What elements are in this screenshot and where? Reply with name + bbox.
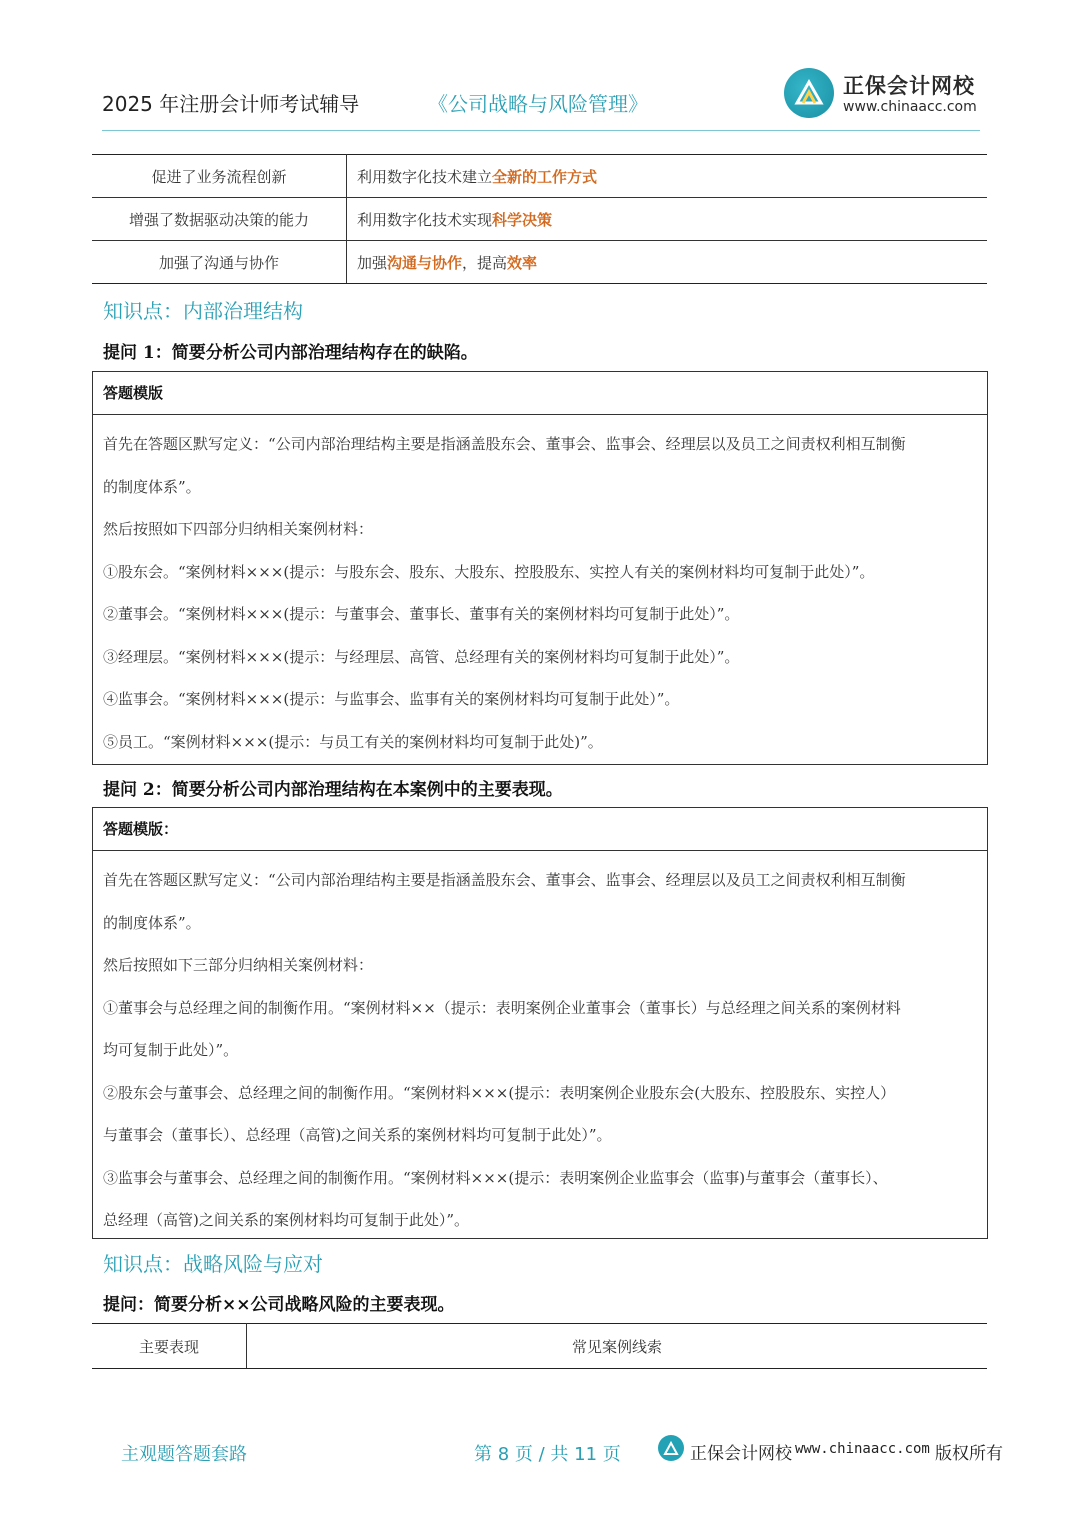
template-line: 与董事会（董事长）、总经理（高管)之间关系的案例材料均可复制于此处）”。 — [103, 1126, 612, 1144]
template-line: 首先在答题区默写定义：“公司内部治理结构主要是指涵盖股东会、董事会、监事会、经理层以及员工之间责权利相互制衡 — [103, 871, 906, 889]
course-title: 《公司战略与风险管理》 — [428, 92, 648, 116]
brand-url: www.chinaacc.com — [843, 99, 977, 115]
cell-text: 加强 — [357, 253, 388, 272]
answer-template-box-1 — [92, 371, 988, 765]
template-line: ③监事会与董事会、总经理之间的制衡作用。“案例材料×××(提示：表明案例企业监事会（监事)与董事会（董事长）、 — [103, 1168, 888, 1187]
highlight-text: 全新的工作方式 — [492, 167, 598, 186]
answer-template-box-2 — [92, 807, 988, 1239]
table-row — [92, 198, 987, 241]
footer-brand-url: www.chinaacc.com — [795, 1441, 930, 1457]
question-2: 提问 2：简要分析公司内部治理结构在本案例中的主要表现。 — [103, 780, 563, 800]
page-indicator: 第 8 页 / 共 11 页 — [474, 1444, 621, 1465]
highlight-text: 沟通与协作 — [387, 253, 463, 272]
footer-brand-name: 正保会计网校 — [690, 1444, 792, 1464]
column-header: 常见案例线索 — [247, 1324, 988, 1369]
table-cell: 增强了数据驱动决策的能力 — [92, 198, 347, 241]
table-cell — [347, 198, 988, 241]
template-line: ①股东会。“案例材料×××(提示：与股东会、股东、大股东、控股股东、实控人有关的案例材料均可复制于此处）”。 — [103, 562, 875, 581]
box-heading: 答题模版： — [93, 808, 987, 851]
template-line: ②董事会。“案例材料×××(提示：与董事会、董事长、董事有关的案例材料均可复制于此处）”。 — [103, 605, 740, 623]
template-line: 的制度体系”。 — [103, 477, 201, 496]
template-line: ③经理层。“案例材料×××(提示：与经理层、高管、总经理有关的案例材料均可复制于此处）”。 — [103, 647, 740, 666]
template-line: 首先在答题区默写定义：“公司内部治理结构主要是指涵盖股东会、董事会、监事会、经理层以及员工之间责权利相互制衡 — [103, 435, 906, 453]
box-body — [93, 851, 987, 1248]
section-title-governance: 知识点：内部治理结构 — [103, 299, 303, 323]
highlight-text: 效率 — [507, 253, 538, 272]
cell-text: 利用数字化技术实现 — [357, 210, 493, 229]
highlight-text: 科学决策 — [492, 210, 553, 229]
table-row — [92, 241, 987, 284]
table-cell — [347, 241, 988, 284]
table-cell: 加强了沟通与协作 — [92, 241, 347, 284]
template-line: 总经理（高管)之间关系的案例材料均可复制于此处）”。 — [103, 1211, 470, 1229]
template-line: ②股东会与董事会、总经理之间的制衡作用。“案例材料×××(提示：表明案例企业股东会(大股东、控股股东、实控人） — [103, 1083, 896, 1102]
table-cell: 促进了业务流程创新 — [92, 155, 347, 198]
template-line: 均可复制于此处）”。 — [103, 1041, 239, 1059]
header-divider — [102, 130, 980, 131]
template-line: ⑤员工。“案例材料×××(提示：与员工有关的案例材料均可复制于此处)”。 — [103, 732, 603, 751]
triangle-logo-icon — [784, 68, 834, 118]
brand-name: 正保会计网校 — [843, 74, 975, 98]
cell-text: ，提高 — [462, 253, 508, 272]
footer-copyright: 版权所有 — [935, 1444, 1003, 1464]
template-line: 然后按照如下三部分归纳相关案例材料： — [103, 956, 374, 974]
section-title-strategic-risk: 知识点：战略风险与应对 — [103, 1252, 323, 1276]
question-1: 提问 1：简要分析公司内部治理结构存在的缺陷。 — [103, 343, 478, 363]
table-row — [92, 155, 987, 198]
template-line: 然后按照如下四部分归纳相关案例材料： — [103, 520, 374, 538]
box-heading: 答题模版 — [93, 372, 987, 415]
template-line: ①董事会与总经理之间的制衡作用。“案例材料××（提示：表明案例企业董事会（董事长）与总经理之间关系的案例材料 — [103, 998, 901, 1017]
template-line: ④监事会。“案例材料×××(提示：与监事会、监事有关的案例材料均可复制于此处）”。 — [103, 690, 680, 708]
footer-logo-icon — [658, 1435, 684, 1461]
table-header-row — [92, 1324, 987, 1369]
cell-text: 利用数字化技术建立 — [357, 167, 493, 186]
question-strategic-risk: 提问：简要分析××公司战略风险的主要表现。 — [103, 1295, 455, 1315]
box-body — [93, 415, 987, 769]
digital-benefits-table — [92, 154, 987, 284]
template-line: 的制度体系”。 — [103, 913, 201, 932]
footer-section-name: 主观题答题套路 — [121, 1444, 247, 1465]
column-header: 主要表现 — [92, 1324, 247, 1369]
strategic-risk-table — [92, 1323, 987, 1369]
document-title: 2025 年注册会计师考试辅导 — [102, 92, 360, 116]
table-cell — [347, 155, 988, 198]
